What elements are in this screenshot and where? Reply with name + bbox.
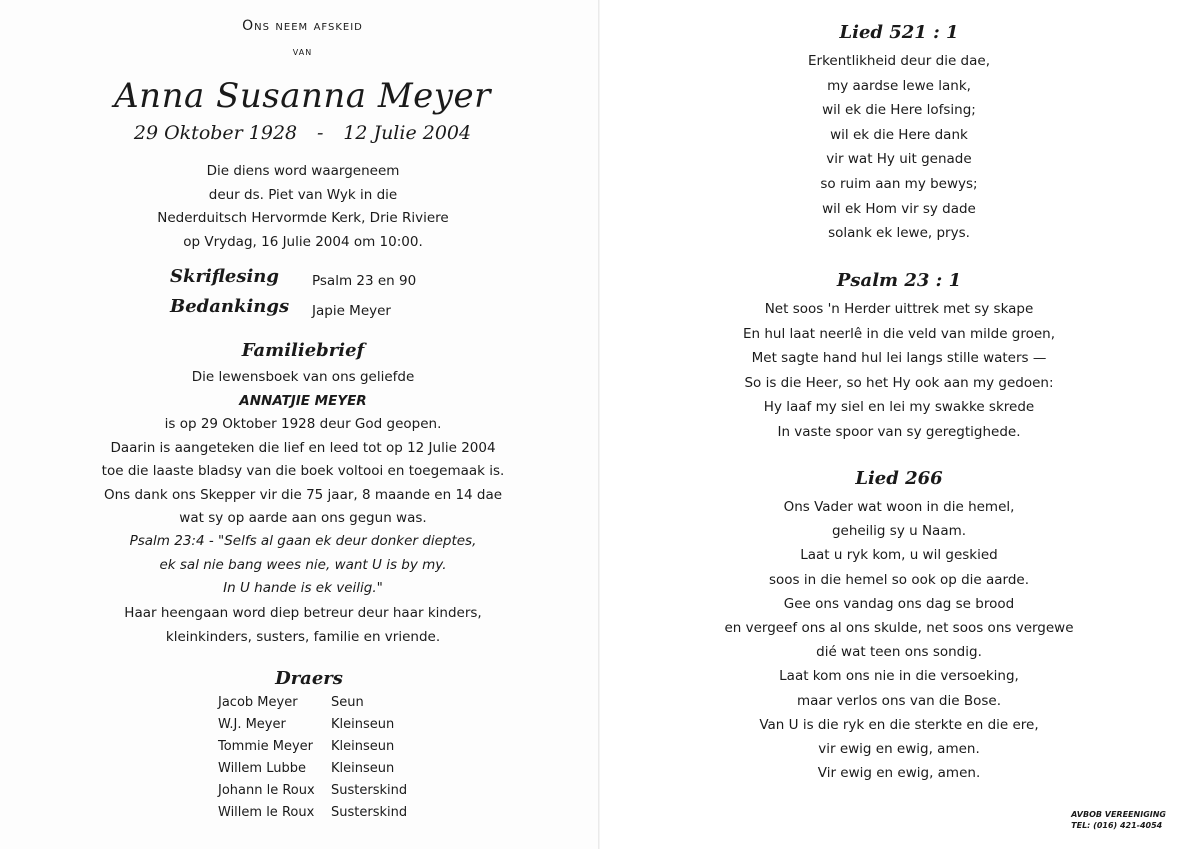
- lied266-line: Gee ons vandag ons dag se brood: [783, 595, 1015, 612]
- lied521-line: solank ek lewe, prys.: [828, 225, 970, 242]
- closing-line: Haar heengaan word diep betreur deur haar kinders,: [124, 605, 482, 621]
- lied266-text: [598, 495, 1200, 785]
- psalm23-text: [598, 297, 1200, 445]
- psalm23-line: So is die Heer, so het Hy ook aan my gedoen:: [744, 374, 1054, 391]
- psalm23-line: Hy laaf my siel en lei my swakke skrede: [763, 399, 1035, 416]
- lied266-line: geheilig sy u Naam.: [831, 523, 967, 540]
- closing-text: [6, 602, 600, 649]
- draer-name: W.J. Meyer: [218, 717, 286, 732]
- psalm-quote-line: ek sal nie bang wees nie, want U is by my.: [159, 556, 447, 573]
- lied521-line: so ruim aan my bewys;: [820, 175, 978, 192]
- bedankings-value: Japie Meyer: [312, 303, 391, 319]
- life-dates: [5, 122, 600, 144]
- farewell-van: van: [292, 44, 313, 58]
- draer-name: Willem le Roux: [218, 805, 315, 820]
- bedankings-label: Bedankings: [170, 296, 290, 317]
- lied521-heading: Lied 521 : 1: [839, 22, 959, 43]
- closing-line: kleinkinders, susters, familie en vriende.: [165, 628, 441, 645]
- service-details: [6, 160, 600, 254]
- lied521-line: vir wat Hy uit genade: [826, 151, 972, 168]
- psalm23-line: Net soos 'n Herder uittrek met sy skape: [764, 301, 1034, 317]
- draer-name: Johann le Roux: [218, 783, 315, 798]
- draer-relation: Seun: [331, 695, 364, 710]
- familiebrief-line: toe die laaste bladsy van die boek voltooi en toegemaak is.: [101, 463, 505, 479]
- death-date: 12 Julie 2004: [343, 122, 472, 144]
- lied266-line: maar verlos ons van die Bose.: [796, 692, 1002, 709]
- draer-relation: Kleinseun: [331, 717, 395, 732]
- psalm-quote: [6, 530, 600, 601]
- psalm23-line: Met sagte hand hul lei langs stille waters —: [751, 350, 1047, 367]
- birth-date: 29 Oktober 1928: [133, 122, 298, 144]
- lied266-line: Ons Vader wat woon in die hemel,: [783, 499, 1015, 515]
- familiebrief-text: [6, 366, 600, 531]
- footer-company: AVBOB VEREENIGING: [1071, 810, 1166, 819]
- psalm23-line: En hul laat neerlê in die veld van milde groen,: [742, 325, 1056, 342]
- familiebrief-line: wat sy op aarde aan ons gegun was.: [179, 510, 427, 526]
- skriflesing-value: Psalm 23 en 90: [312, 273, 417, 289]
- familiebrief-line: Die lewensboek van ons geliefde: [191, 369, 415, 385]
- draer-name: Jacob Meyer: [218, 695, 298, 710]
- lied521-text: [598, 49, 1200, 246]
- lied266-line: Laat kom ons nie in die versoeking,: [779, 668, 1019, 685]
- familiebrief-name: ANNATJIE MEYER: [239, 392, 367, 409]
- lied266-line: dié wat teen ons sondig.: [816, 644, 982, 661]
- farewell-heading: Ons neem afskeid: [242, 18, 363, 34]
- psalm23-line: In vaste spoor van sy geregtighede.: [777, 423, 1021, 440]
- lied521-line: wil ek die Here lofsing;: [822, 102, 976, 119]
- funeral-home-footer: [1071, 809, 1166, 831]
- familiebrief-line: is op 29 Oktober 1928 deur God geopen.: [164, 416, 442, 432]
- lied266-line: soos in die hemel so ook op die aarde.: [768, 571, 1030, 588]
- draer-name: Willem Lubbe: [218, 761, 306, 776]
- familiebrief-line: Ons dank ons Skepper vir die 75 jaar, 8 maande en 14 dae: [103, 486, 503, 503]
- lied521-line: wil ek Hom vir sy dade: [822, 200, 976, 217]
- psalm23-heading: Psalm 23 : 1: [836, 270, 962, 291]
- lied266-line: Van U is die ryk en die sterkte en die ere,: [759, 716, 1039, 733]
- draer-relation: Kleinseun: [331, 761, 395, 776]
- draer-name: Tommie Meyer: [218, 739, 314, 754]
- familiebrief-heading: Familiebrief: [241, 340, 365, 361]
- draer-relation: Kleinseun: [331, 739, 395, 754]
- draers-heading: Draers: [275, 668, 343, 689]
- service-line: Die diens word waargeneem: [206, 163, 400, 179]
- psalm-quote-line: Psalm 23:4 - "Selfs al gaan ek deur donker dieptes,: [129, 533, 477, 549]
- deceased-name: Anna Susanna Meyer: [114, 76, 491, 116]
- draer-relation: Susterskind: [331, 783, 408, 798]
- lied266-line: Laat u ryk kom, u wil geskied: [800, 547, 998, 564]
- service-line: op Vrydag, 16 Julie 2004 om 10:00.: [183, 233, 423, 250]
- lied266-line: Vir ewig en ewig, amen.: [817, 765, 981, 782]
- lied521-line: wil ek die Here dank: [830, 126, 968, 143]
- service-line: Nederduitsch Hervormde Kerk, Drie Riviere: [157, 210, 449, 226]
- skriflesing-label: Skriflesing: [170, 266, 279, 287]
- lied266-heading: Lied 266: [855, 468, 943, 489]
- psalm-quote-line: In U hande is ek veilig.": [223, 580, 383, 596]
- date-dash: -: [316, 122, 324, 144]
- lied266-line: vir ewig en ewig, amen.: [818, 741, 980, 758]
- draer-relation: Susterskind: [331, 805, 408, 820]
- footer-phone: TEL: (016) 421-4054: [1071, 821, 1163, 830]
- lied521-line: my aardse lewe lank,: [827, 77, 971, 94]
- lied266-line: en vergeef ons al ons skulde, net soos ons vergewe: [724, 620, 1074, 637]
- right-page: [600, 0, 1200, 849]
- lied521-line: Erkentlikheid deur die dae,: [808, 53, 990, 69]
- familiebrief-line: Daarin is aangeteken die lief en leed tot op 12 Julie 2004: [110, 439, 496, 456]
- service-line: deur ds. Piet van Wyk in die: [208, 186, 398, 203]
